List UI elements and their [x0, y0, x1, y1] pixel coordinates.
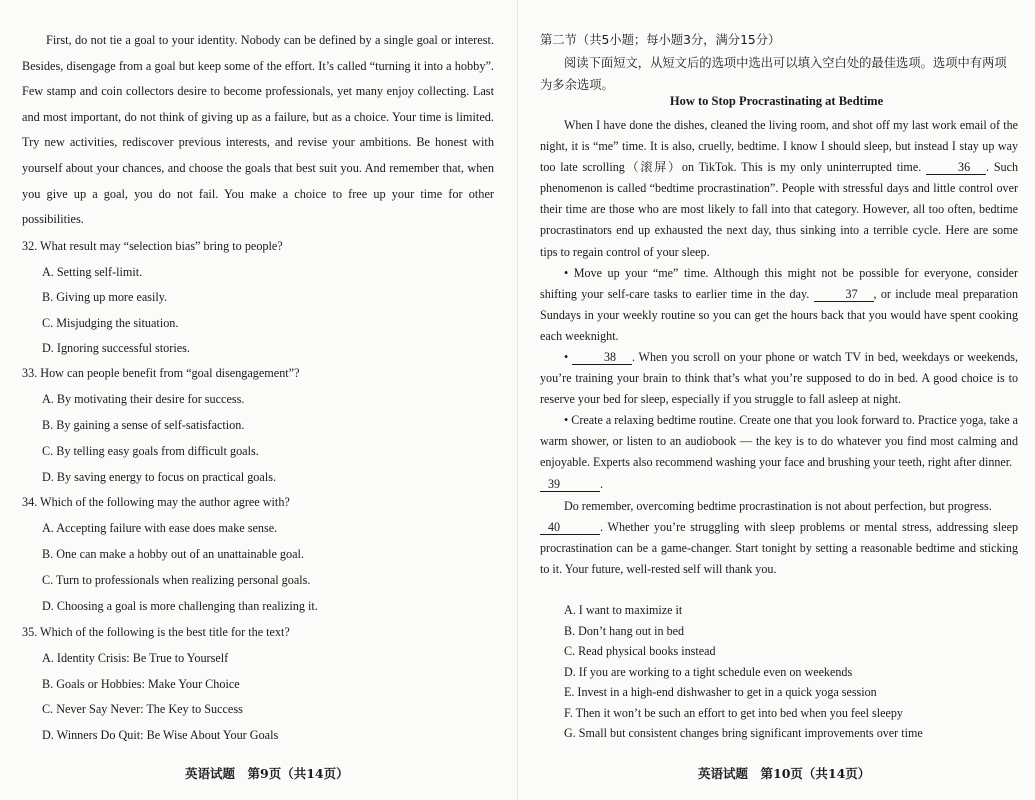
section-instructions: 阅读下面短文，从短文后的选项中选出可以填入空白处的最佳选项。选项中有两项为多余选项。 [540, 56, 1007, 92]
p3-bullet: • [564, 350, 569, 364]
q33-option-d: D. By saving energy to focus on practical goals. [42, 470, 276, 484]
q32-option-d: D. Ignoring successful stories. [42, 341, 190, 355]
choice-option-c: C. Read physical books instead [564, 644, 716, 658]
choice-option-b: B. Don’t hang out in bed [564, 624, 685, 638]
passage-paragraph-3 [540, 347, 1018, 410]
q33-option-b: B. By gaining a sense of self-satisfaction. [42, 418, 245, 432]
reading-paragraph: First, do not tie a goal to your identity. Nobody can be defined by a single goal or interest. Besides, disengage from a goal but keep some of the effort. It’s called “turning it into a hobby”. Few stamp and coin collectors desire to become professionals, yet many enjoy collecting. Last and most important, do not think of giving up as a failure, but as a choice. Your time is limited. Try new activities, rediscover previous interests, and revise your ambitions. Be honest with yourself about your chances, and choose the goals that best suit you. And remember that, when you give up a goal, you do not fail. You make a choice to free up your time for other possibilities. [22, 33, 494, 227]
blank-40: 40 [540, 521, 600, 535]
q32-option-a: A. Setting self-limit. [42, 265, 143, 279]
blank-39: 39 [540, 478, 600, 492]
section-heading: 第二节（共5小题；每小题3分，满分15分） [540, 33, 781, 47]
q34-option-a: A. Accepting failure with ease does make sense. [42, 521, 278, 535]
question-35: 35. Which of the following is the best title for the text? [22, 625, 290, 639]
question-33: 33. How can people benefit from “goal disengagement”? [22, 366, 300, 380]
p3-text-b: . When you scroll on your phone or watch TV in bed, weekdays or weekends, you’re training your brain to think that’s what you’re supposed to do in bed. A good choice is to reserve your bed for sleep, especially if you struggle to fall asleep at night. [540, 350, 1019, 407]
q35-option-d: D. Winners Do Quit: Be Wise About Your Goals [42, 728, 279, 742]
passage-paragraph-4 [540, 410, 1018, 473]
q35-option-c: C. Never Say Never: The Key to Success [42, 702, 243, 716]
q33-option-c: C. By telling easy goals from difficult goals. [42, 444, 259, 458]
passage-title: How to Stop Procrastinating at Bedtime [669, 94, 884, 108]
q35-option-b: B. Goals or Hobbies: Make Your Choice [42, 677, 240, 691]
q34-option-b: B. One can make a hobby out of an unattainable goal. [42, 547, 304, 561]
choice-option-d: D. If you are working to a tight schedule even on weekends [564, 665, 853, 679]
p4-text: • Create a relaxing bedtime routine. Create one that you look forward to. Practice yoga, take a warm shower, or listen to an audiobook — the key is to do whatever you find most calming and enjoyable. Experts also recommend washing your face and brushing your teeth, right after dinner. [540, 413, 1018, 470]
page-footer-right: 英语试题 第10页（共14页） [698, 766, 871, 781]
right-page [518, 0, 1035, 800]
choice-option-e: E. Invest in a high-end dishwasher to get in a quick yoga session [564, 685, 877, 699]
q35-option-a: A. Identity Crisis: Be True to Yourself [42, 651, 229, 665]
q34-option-d: D. Choosing a goal is more challenging than realizing it. [42, 599, 318, 613]
passage-paragraph-1 [540, 115, 1018, 263]
choice-option-g: G. Small but consistent changes bring significant improvements over time [564, 726, 923, 740]
page-footer-left: 英语试题 第9页（共14页） [185, 766, 349, 781]
choice-option-f: F. Then it won’t be such an effort to get into bed when you feel sleepy [564, 706, 903, 720]
q32-option-b: B. Giving up more easily. [42, 290, 168, 304]
blank-36: 36 [926, 161, 986, 175]
question-34: 34. Which of the following may the author agree with? [22, 495, 290, 509]
p1-text-a: When I have done the dishes, cleaned the living room, and shot off my last work email of the night, it is “me” time. It is also, cruelly, bedtime. I know I should sleep, but instead I stay up way too late scrolling（滚屏）on TikTok. This is my only uninterrupted time. [540, 118, 1018, 175]
passage-paragraph-2 [540, 263, 1018, 347]
passage-paragraph-5 [540, 496, 1018, 517]
p1-text-b: . Such phenomenon is called “bedtime procrastination”. People with stressful days and little control over their time are those who are most likely to fall into that category. However, all too often, bedtime procrastinators end up exhausted the next day, thus sinking into a terrible cycle. Here are some tips to regain control of your sleep. [540, 160, 1019, 259]
q32-option-c: C. Misjudging the situation. [42, 316, 179, 330]
q33-option-a: A. By motivating their desire for success. [42, 392, 245, 406]
choice-option-a: A. I want to maximize it [564, 603, 683, 617]
passage-paragraph-5-cont [540, 517, 1018, 580]
blank-37: 37 [814, 288, 874, 302]
p5-text-a: Do remember, overcoming bedtime procrastination is not about perfection, but progress. [564, 499, 992, 513]
blank-38: 38 [572, 351, 632, 365]
p2-text-b: , or include meal preparation Sundays in your weekly routine so you can get the hours back that you would have spent cooking each weeknight. [540, 287, 1018, 344]
passage-blank-39-line: 39 . [540, 474, 1018, 495]
q34-option-c: C. Turn to professionals when realizing personal goals. [42, 573, 311, 587]
question-32: 32. What result may “selection bias” bring to people? [22, 239, 283, 253]
p5-text-b: . Whether you’re struggling with sleep problems or mental stress, addressing sleep procrastination can be a game-changer. Start tonight by setting a reasonable bedtime and sticking to it. Your future, well-rested self will thank you. [540, 520, 1018, 577]
left-page [0, 0, 517, 800]
p2-text-a: • Move up your “me” time. Although this might not be possible for everyone, consider shifting your self-care tasks to earlier time in the day. [540, 266, 1018, 302]
